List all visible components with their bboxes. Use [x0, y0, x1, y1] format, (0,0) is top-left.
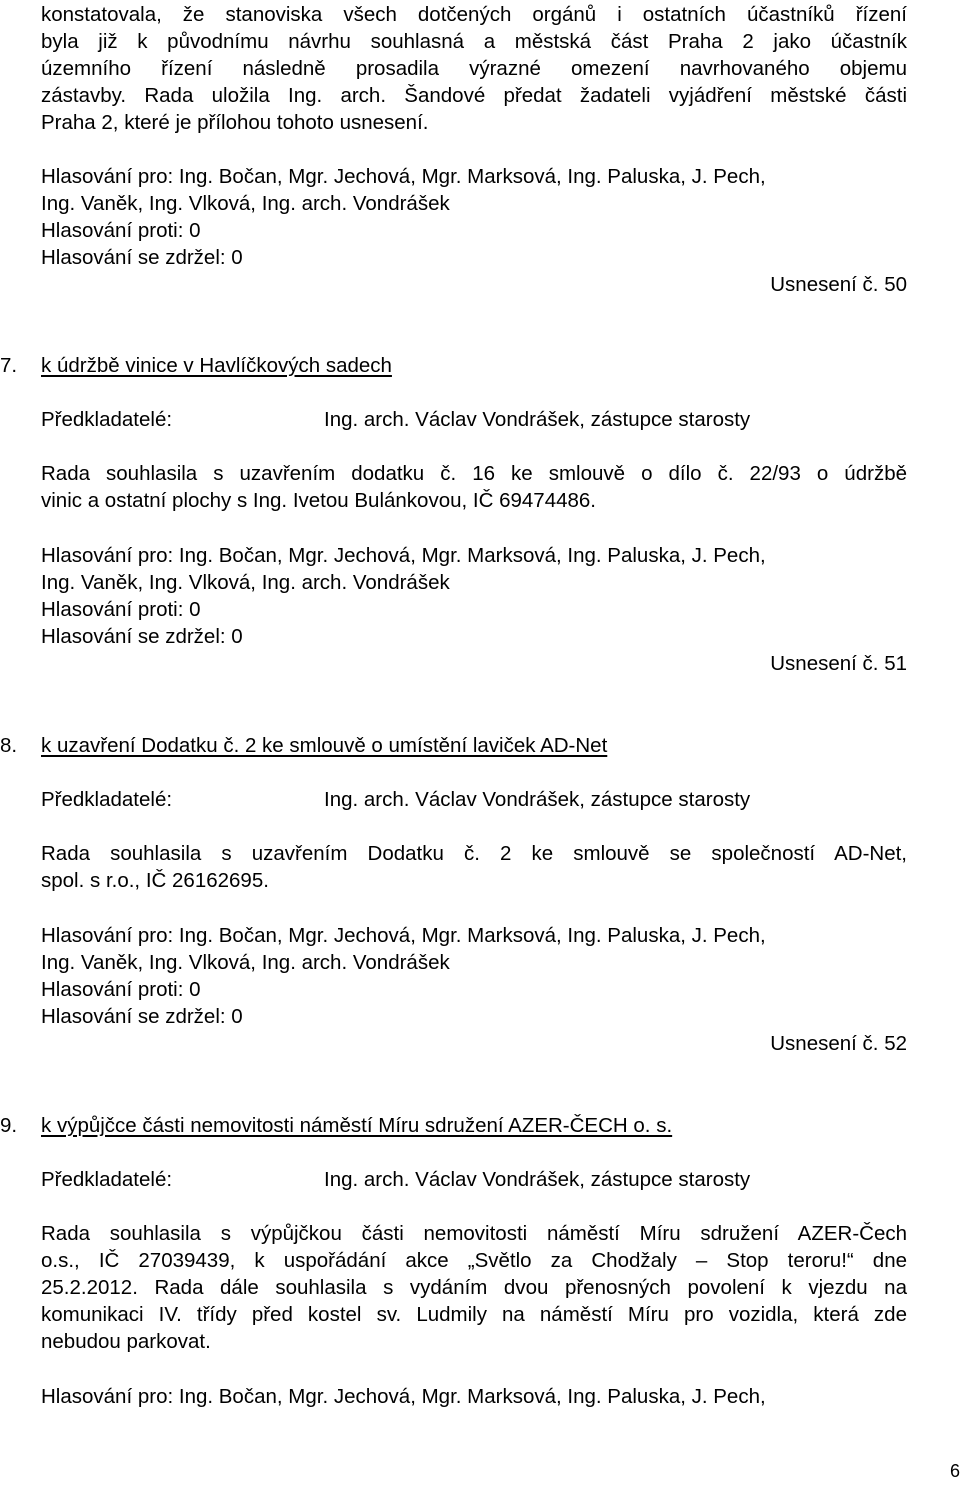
text-line: územního řízení následně prosadila výrazné omezení navrhovaného objemu: [41, 57, 907, 80]
presenter-label: Předkladatelé:: [41, 1168, 173, 1191]
text-line: Praha 2, které je přílohou tohoto usnesení.: [41, 111, 429, 134]
vote-abstain: Hlasování se zdržel: 0: [41, 1005, 243, 1028]
vote-against: Hlasování proti: 0: [41, 219, 201, 242]
presenter-label: Předkladatelé:: [41, 788, 173, 811]
vote-abstain: Hlasování se zdržel: 0: [41, 246, 243, 269]
resolution-number: Usnesení č. 52: [770, 1032, 907, 1055]
item-number: 7.: [0, 354, 18, 377]
text-line: vinic a ostatní plochy s Ing. Ivetou Bulánkovou, IČ 69474486.: [41, 489, 596, 512]
presenter-value: Ing. arch. Václav Vondrášek, zástupce starosty: [324, 1168, 751, 1191]
voting-block: [41, 163, 907, 298]
text-line: 25.2.2012. Rada dále souhlasila s vydáním dvou přenosných povolení k vjezdu na: [41, 1276, 907, 1299]
item-text: [41, 460, 907, 514]
vote-for: Hlasování pro: Ing. Bočan, Mgr. Jechová, Mgr. Marksová, Ing. Paluska, J. Pech,: [41, 1385, 766, 1408]
text-line: byla již k původnímu návrhu souhlasná a městská část Praha 2 jako účastník: [41, 30, 907, 53]
item-number: 9.: [0, 1114, 18, 1137]
item-number: 8.: [0, 734, 18, 757]
item-title: k údržbě vinice v Havlíčkových sadech: [41, 354, 392, 377]
text-line: spol. s r.o., IČ 26162695.: [41, 869, 269, 892]
intro-paragraph: [41, 1, 907, 136]
vote-for: Hlasování pro: Ing. Bočan, Mgr. Jechová, Mgr. Marksová, Ing. Paluska, J. Pech,: [41, 544, 766, 567]
resolution-number: Usnesení č. 51: [770, 652, 907, 675]
vote-for: Hlasování pro: Ing. Bočan, Mgr. Jechová, Mgr. Marksová, Ing. Paluska, J. Pech,: [41, 165, 766, 188]
voting-block: [41, 542, 907, 677]
text-line: nebudou parkovat.: [41, 1330, 211, 1353]
item-title: k výpůjčce části nemovitosti náměstí Míru sdružení AZER-ČECH o. s.: [41, 1114, 673, 1137]
item-text: [41, 1220, 907, 1355]
vote-for-cont: Ing. Vaněk, Ing. Vlková, Ing. arch. Vondrášek: [41, 571, 450, 594]
text-line: komunikaci IV. třídy před kostel sv. Ludmily na náměstí Míru pro vozidla, která zde: [41, 1303, 907, 1326]
vote-abstain: Hlasování se zdržel: 0: [41, 625, 243, 648]
text-line: Rada souhlasila s uzavřením dodatku č. 16 ke smlouvě o dílo č. 22/93 o údržbě: [41, 462, 907, 485]
text-line: o.s., IČ 27039439, k uspořádání akce „Světlo za Chodžaly – Stop teroru!“ dne: [41, 1249, 907, 1272]
presenter-label: Předkladatelé:: [41, 408, 173, 431]
text-line: zástavby. Rada uložila Ing. arch. Šandové předat žadateli vyjádření městské části: [41, 84, 907, 107]
item-title: k uzavření Dodatku č. 2 ke smlouvě o umístění laviček AD-Net: [41, 734, 608, 757]
vote-for: Hlasování pro: Ing. Bočan, Mgr. Jechová, Mgr. Marksová, Ing. Paluska, J. Pech,: [41, 924, 766, 947]
voting-block: [41, 922, 907, 1057]
text-line: Rada souhlasila s výpůjčkou části nemovitosti náměstí Míru sdružení AZER-Čech: [41, 1222, 907, 1245]
text-line: Rada souhlasila s uzavřením Dodatku č. 2 ke smlouvě se společností AD-Net,: [41, 842, 907, 865]
text-line: konstatovala, že stanoviska všech dotčených orgánů i ostatních účastníků řízení: [41, 3, 907, 26]
vote-for-cont: Ing. Vaněk, Ing. Vlková, Ing. arch. Vondrášek: [41, 951, 450, 974]
page-number: 6: [949, 1461, 960, 1481]
vote-for-cont: Ing. Vaněk, Ing. Vlková, Ing. arch. Vondrášek: [41, 192, 450, 215]
vote-against: Hlasování proti: 0: [41, 978, 201, 1001]
item-text: [41, 840, 907, 894]
presenter-value: Ing. arch. Václav Vondrášek, zástupce starosty: [324, 788, 751, 811]
voting-block: [41, 1383, 907, 1410]
resolution-number: Usnesení č. 50: [770, 273, 907, 296]
presenter-value: Ing. arch. Václav Vondrášek, zástupce starosty: [324, 408, 751, 431]
vote-against: Hlasování proti: 0: [41, 598, 201, 621]
